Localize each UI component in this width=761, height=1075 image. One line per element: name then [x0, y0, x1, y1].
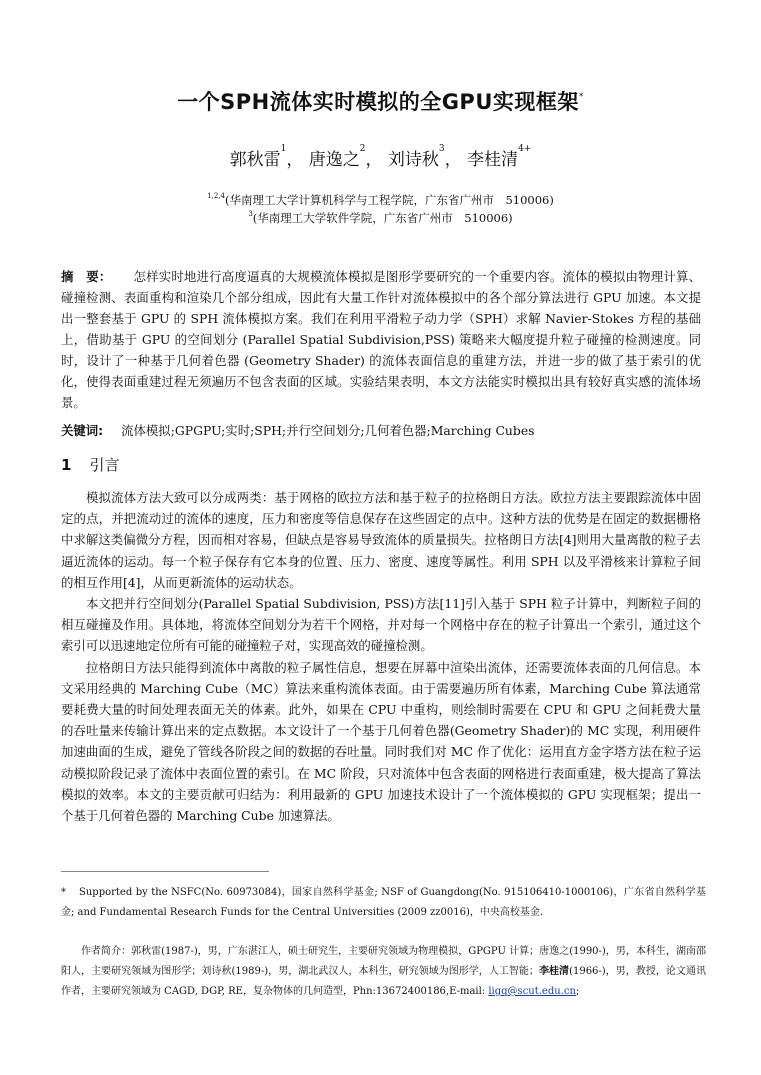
- author-list: [0, 145, 761, 170]
- author-name: 唐逸之: [308, 150, 360, 170]
- affiliation-2: [0, 210, 761, 226]
- corresponding-author-name: 李桂清: [538, 966, 570, 977]
- email-link[interactable]: ligq@scut.edu.cn: [488, 986, 576, 997]
- affiliation-text: (华南理工大学软件学院，广东省广州市 510006): [252, 211, 513, 225]
- affiliation-sup: 1,2,4: [207, 192, 225, 200]
- footnote-funding: [61, 883, 706, 923]
- author-sep: ，: [286, 150, 304, 170]
- footnote-authors-text: 作者简介：郭秋雷(1987-)，男，广东湛江人，硕士研究生，主要研究领域为物理模拟，GPGPU 计算；唐逸之(1990-)，男，本科生，湖南邵阳人，主要研究领域为图形学；刘诗秋(1989-)，男，湖北武汉人，本科生，研究领域为图形学，人工智能；: [61, 946, 706, 977]
- section-body: [61, 487, 701, 826]
- title-footnote-marker: *: [578, 92, 584, 102]
- author-sep: ，: [365, 150, 383, 170]
- footnote-authors-text-2: (1966-)，男，教授，论文通讯作者，主要研究领域为 CAGD, DGP, RE，复杂物体的几何造型，Phn:13672400186,E-mail:: [61, 966, 706, 997]
- footnote-marker: *: [61, 887, 66, 898]
- section-number: 1: [61, 456, 72, 474]
- footnote-authors: [61, 942, 706, 1002]
- abstract-text: 怎样实时地进行高度逼真的大规模流体模拟是图形学要研究的一个重要内容。流体的模拟由物理计算、碰撞检测、表面重构和渲染几个部分组成，因此有大量工作针对流体模拟中的各个部分算法进行 GPU 加速。本文提出一整套基于 GPU 的 SPH 流体模拟方案。我们在利用平滑粒子动力学（SPH）求解 Navier-Stokes 方程的基础上，借助基于 GPU 的空间划分 (Parallel Spatial Subdivision,PSS) 策略来大幅度提升粒子碰撞的检测速度。同时，设计了一种基于几何着色器 (Geometry Shader) 的流体表面信息的重建方法，并进一步的做了基于索引的优化，使得表面重建过程无须遍历不包含表面的区域。实验结果表明，本文方法能实时模拟出具有较好真实感的流体场景。: [61, 269, 702, 410]
- body-paragraph: 本文把并行空间划分(Parallel Spatial Subdivision, PSS)方法[11]引入基于 SPH 粒子计算中，判断粒子间的相互碰撞及作用。具体地，将流体空间划分为若干个网格，并对每一个网格中存在的粒子计算出一个索引，通过这个索引可以迅速地定位所有可能的碰撞粒子对，实现高效的碰撞检测。: [61, 596, 701, 654]
- author-sup: 3: [438, 144, 445, 154]
- section-heading: [61, 454, 119, 475]
- body-paragraph: 拉格朗日方法只能得到流体中离散的粒子属性信息，想要在屏幕中渲染出流体，还需要流体表面的几何信息。本文采用经典的 Marching Cube（MC）算法来重构流体表面。由于需要遍历所有体素，Marching Cube 算法通常要耗费大量的时间处理表面无关的体素。此外，如果在 CPU 中重构，则绘制时需要在 CPU 和 GPU 之间耗费大量的吞吐量来传输计算出来的定点数据。本文设计了一个基于几何着色器(Geometry Shader)的 MC 实现，利用硬件加速曲面的生成，避免了管线各阶段之间的数据的吞吐量。同时我们对 MC 作了优化：运用直方金字塔方法在粒子运动模拟阶段记录了流体中表面位置的索引。在 MC 阶段，只对流体中包含表面的网格进行表面重建，极大提高了算法模拟的效率。本文的主要贡献可归结为：利用最新的 GPU 加速技术设计了一个流体模拟的 GPU 实现框架；提出一个基于几何着色器的 Marching Cube 加速算法。: [61, 659, 701, 824]
- author-sup: 2: [359, 144, 366, 154]
- author-sup: 1: [280, 144, 287, 154]
- footnote-divider: [61, 871, 269, 872]
- title-text: 一个SPH流体实时模拟的全GPU实现框架: [177, 90, 579, 114]
- author-sep: ，: [444, 150, 462, 170]
- paper-title: [0, 86, 761, 116]
- affiliation-1: [0, 192, 761, 208]
- keywords-label: 关键词:: [61, 423, 104, 438]
- author-name: 李桂清: [467, 150, 519, 170]
- abstract-label: 摘 要：: [61, 269, 112, 284]
- footnote-tail: ;: [575, 986, 580, 997]
- author-sup: 4+: [518, 144, 532, 154]
- body-paragraph: 模拟流体方法大致可以分成两类：基于网格的欧拉方法和基于粒子的拉格朗日方法。欧拉方法主要跟踪流体中固定的点，并把流动过的流体的速度，压力和密度等信息保存在这些固定的点中。这种方法的优势是在固定的数据栅格中求解这类偏微分方程，因而相对容易，但缺点是容易导致流体的质量损失。拉格朗日方法[4]则用大量离散的粒子去逼近流体的运动。每一个粒子保存有它本身的位置、压力、密度、速度等属性。利用 SPH 以及平滑核来计算粒子间的相互作用[4]，从而更新流体的运动状态。: [61, 490, 701, 590]
- author-name: 郭秋雷: [229, 150, 281, 170]
- affiliation-sup: 3: [248, 210, 253, 218]
- footnote-funding-text: Supported by the NSFC(No. 60973084)，国家自然科学基金; NSF of Guangdong(No. 915106410-1000106)，广东省自然科学基金; and Fundamental Research Funds for the Central Universities (2009 zz0016)，中央高校基金.: [61, 887, 706, 918]
- keywords: [61, 420, 701, 441]
- abstract: [61, 266, 701, 413]
- section-title: 引言: [89, 456, 120, 474]
- keywords-text: 流体模拟;GPGPU;实时;SPH;并行空间划分;几何着色器;Marching Cubes: [121, 423, 535, 438]
- author-name: 刘诗秋: [387, 150, 439, 170]
- affiliation-text: (华南理工大学计算机科学与工程学院，广东省广州市 510006): [224, 193, 554, 207]
